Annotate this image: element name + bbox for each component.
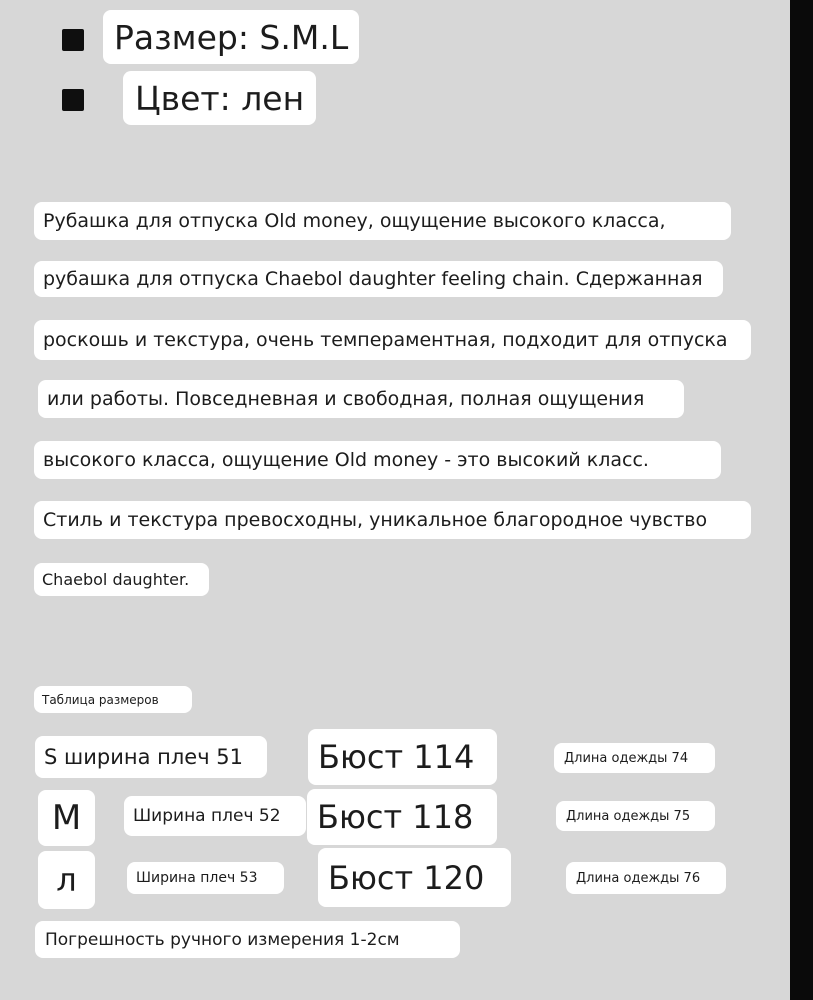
description-line: роскошь и текстура, очень темпераментная, подходит для отпуска xyxy=(34,320,751,360)
bullet-square-icon xyxy=(62,29,84,51)
description-line: рубашка для отпуска Chaebol daughter feeling chain. Сдержанная xyxy=(34,261,723,297)
size-l-shoulder: Ширина плеч 53 xyxy=(127,862,284,894)
size-s-bust: Бюст 114 xyxy=(308,729,497,785)
description-line: или работы. Повседневная и свободная, полная ощущения xyxy=(38,380,684,418)
size-m-bust: Бюст 118 xyxy=(307,789,497,845)
size-table-title: Таблица размеров xyxy=(34,686,192,713)
size-l-label: л xyxy=(38,851,95,909)
size-m-shoulder: Ширина плеч 52 xyxy=(124,796,306,836)
description-line: Chaebol daughter. xyxy=(34,563,209,596)
measurement-note: Погрешность ручного измерения 1-2см xyxy=(35,921,460,958)
size-s-shoulder: S ширина плеч 51 xyxy=(35,736,267,778)
description-line: Рубашка для отпуска Old money, ощущение высокого класса, xyxy=(34,202,731,240)
size-m-length: Длина одежды 75 xyxy=(556,801,715,831)
size-s-length: Длина одежды 74 xyxy=(554,743,715,773)
size-attribute: Размер: S.M.L xyxy=(103,10,359,64)
size-l-bust: Бюст 120 xyxy=(318,848,511,907)
color-attribute: Цвет: лен xyxy=(123,71,316,125)
size-l-length: Длина одежды 76 xyxy=(566,862,726,894)
right-edge-bar xyxy=(790,0,813,1000)
bullet-square-icon xyxy=(62,89,84,111)
description-line: Стиль и текстура превосходны, уникальное благородное чувство xyxy=(34,501,751,539)
description-line: высокого класса, ощущение Old money - это высокий класс. xyxy=(34,441,721,479)
size-m-label: М xyxy=(38,790,95,846)
